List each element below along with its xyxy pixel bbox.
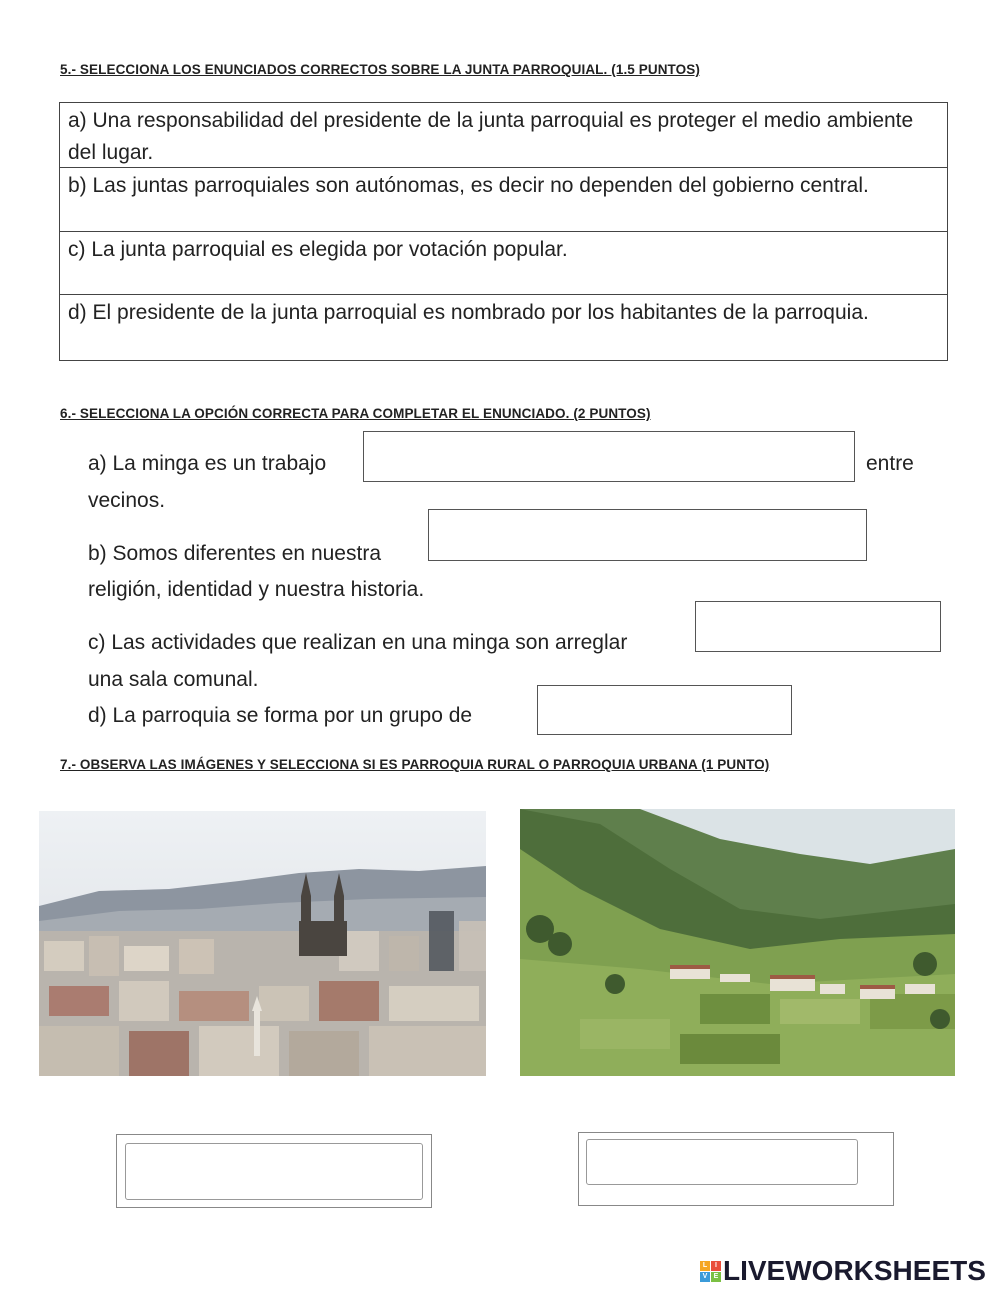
logo-block-i: I xyxy=(711,1261,721,1271)
q5-heading: 5.- SELECCIONA LOS ENUNCIADOS CORRECTOS SOBRE LA JUNTA PARROQUIAL. (1.5 PUNTOS) xyxy=(60,62,700,77)
logo-text: LIVEWORKSHEETS xyxy=(723,1255,986,1286)
q6d-answer-box[interactable] xyxy=(537,685,792,735)
liveworksheets-logo xyxy=(700,1254,986,1288)
q6b-text: b) Somos diferentes en nuestra xyxy=(88,542,381,565)
q6c-text-line2: una sala comunal. xyxy=(88,668,259,691)
q5-option-b[interactable]: b) Las juntas parroquiales son autónomas, es decir no dependen del gobierno central. xyxy=(60,168,947,232)
q6a-text: a) La minga es un trabajo xyxy=(88,452,327,475)
q7-heading: 7.- OBSERVA LAS IMÁGENES Y SELECCIONA SI ES PARROQUIA RURAL O PARROQUIA URBANA (1 PUNTO) xyxy=(60,757,770,772)
logo-block-l: L xyxy=(700,1261,710,1271)
q6b-answer-box[interactable] xyxy=(428,509,867,561)
q6a-answer-box[interactable] xyxy=(363,431,855,482)
right-photo-select[interactable] xyxy=(586,1139,858,1185)
q5-options-table xyxy=(59,102,948,361)
countryside-photo-icon xyxy=(520,809,955,1076)
city-photo-icon xyxy=(39,811,486,1076)
logo-block-v: V xyxy=(700,1272,710,1282)
q6c-text: c) Las actividades que realizan en una minga son arreglar xyxy=(88,631,628,654)
q5-option-c[interactable]: c) La junta parroquial es elegida por votación popular. xyxy=(60,232,947,295)
q6d-text: d) La parroquia se forma por un grupo de xyxy=(88,704,473,727)
q6a-text-after: entre xyxy=(866,452,914,475)
q5-option-d[interactable]: d) El presidente de la junta parroquial es nombrado por los habitantes de la parroquia. xyxy=(68,301,869,324)
q6b-text-line2: religión, identidad y nuestra historia. xyxy=(88,578,425,601)
left-photo-select[interactable] xyxy=(125,1143,423,1200)
q6c-answer-box[interactable] xyxy=(695,601,941,652)
logo-block-e: E xyxy=(711,1272,721,1282)
logo-blocks-icon xyxy=(700,1261,721,1282)
q6-heading: 6.- SELECCIONA LA OPCIÓN CORRECTA PARA COMPLETAR EL ENUNCIADO. (2 PUNTOS) xyxy=(60,406,651,421)
q5-option-a[interactable]: a) Una responsabilidad del presidente de la junta parroquial es proteger el medio ambiente del lugar. xyxy=(60,103,947,168)
q6a-text-line2: vecinos. xyxy=(88,489,166,512)
